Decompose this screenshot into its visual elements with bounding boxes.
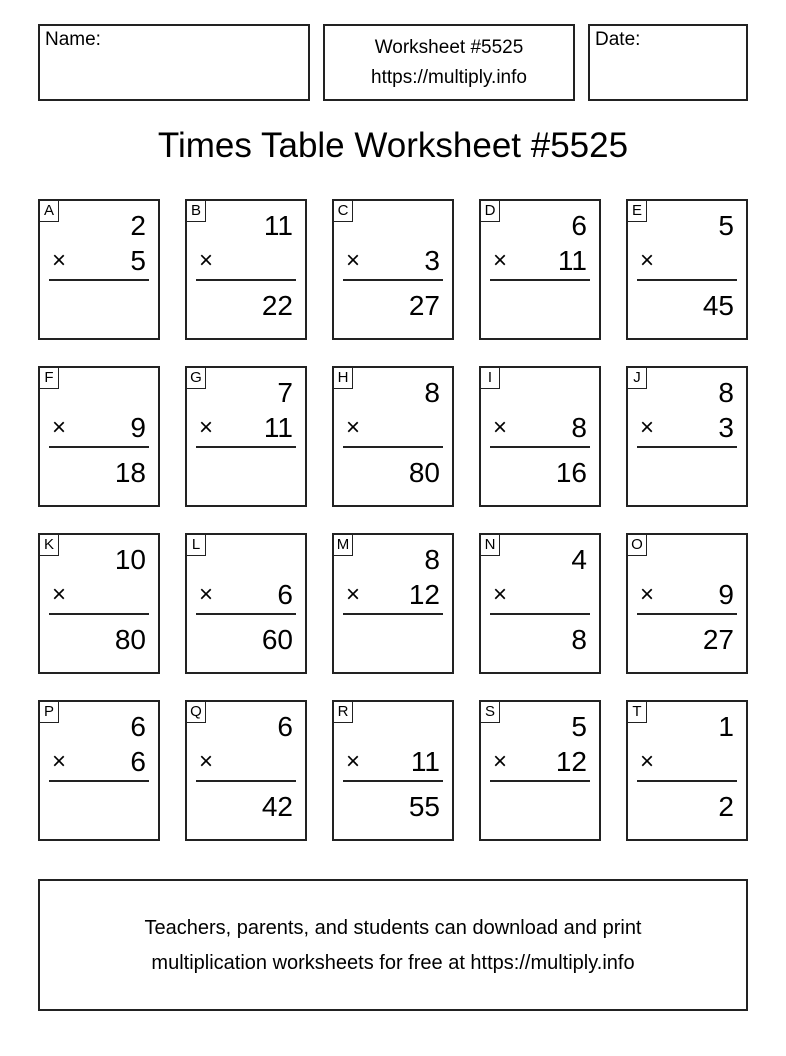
multiplicand: 6 bbox=[571, 210, 587, 241]
times-sign: × bbox=[52, 247, 67, 274]
problem-letter: K bbox=[40, 535, 59, 556]
multiplier: 9 bbox=[718, 579, 734, 610]
multiplicand: 8 bbox=[424, 544, 440, 575]
times-sign: × bbox=[640, 414, 655, 441]
problem-card bbox=[479, 366, 601, 507]
multiplicand: 10 bbox=[114, 544, 146, 575]
problem-letter: H bbox=[334, 368, 353, 389]
answer-line bbox=[343, 780, 443, 782]
multiplier: 8 bbox=[571, 412, 587, 443]
answer-line bbox=[196, 446, 296, 448]
product: 80 bbox=[114, 624, 146, 655]
problem-card bbox=[626, 199, 748, 340]
multiplicand: 8 bbox=[424, 377, 440, 408]
problem-letter: R bbox=[334, 702, 353, 723]
answer-line bbox=[637, 446, 737, 448]
footer-text-line-2: multiplication worksheets for free at https://multiply.info bbox=[151, 952, 635, 974]
problem-card bbox=[332, 700, 454, 841]
product: 42 bbox=[261, 791, 293, 822]
answer-line bbox=[196, 279, 296, 281]
times-sign: × bbox=[346, 414, 361, 441]
problem-letter: D bbox=[481, 201, 500, 222]
problem-card bbox=[38, 199, 160, 340]
product: 55 bbox=[408, 791, 440, 822]
problem-letter: P bbox=[40, 702, 59, 723]
times-sign: × bbox=[640, 247, 655, 274]
answer-line bbox=[49, 279, 149, 281]
answer-line bbox=[637, 613, 737, 615]
times-sign: × bbox=[199, 581, 214, 608]
problem-card bbox=[38, 366, 160, 507]
answer-line bbox=[637, 780, 737, 782]
multiplicand: 5 bbox=[718, 210, 734, 241]
multiplicand: 5 bbox=[571, 711, 587, 742]
answer-line bbox=[49, 446, 149, 448]
product: 8 bbox=[571, 624, 587, 655]
answer-line bbox=[490, 780, 590, 782]
times-sign: × bbox=[199, 414, 214, 441]
problem-letter: M bbox=[334, 535, 353, 556]
problem-letter: Q bbox=[187, 702, 206, 723]
product: 22 bbox=[261, 290, 293, 321]
answer-line bbox=[343, 446, 443, 448]
problem-letter: A bbox=[40, 201, 59, 222]
problem-letter: L bbox=[187, 535, 206, 556]
problem-card bbox=[479, 700, 601, 841]
multiplier: 12 bbox=[408, 579, 440, 610]
answer-line bbox=[637, 279, 737, 281]
multiplicand: 4 bbox=[571, 544, 587, 575]
name-label: Name: bbox=[45, 29, 101, 50]
product: 45 bbox=[702, 290, 734, 321]
answer-line bbox=[49, 613, 149, 615]
times-sign: × bbox=[640, 581, 655, 608]
problem-letter: T bbox=[628, 702, 647, 723]
worksheet-info-box bbox=[323, 24, 575, 101]
problem-card bbox=[626, 533, 748, 674]
problem-letter: B bbox=[187, 201, 206, 222]
product: 27 bbox=[408, 290, 440, 321]
times-sign: × bbox=[493, 247, 508, 274]
multiplier: 9 bbox=[130, 412, 146, 443]
product: 80 bbox=[408, 457, 440, 488]
problem-card bbox=[479, 533, 601, 674]
times-sign: × bbox=[52, 581, 67, 608]
times-sign: × bbox=[640, 748, 655, 775]
product: 16 bbox=[555, 457, 587, 488]
multiplier: 12 bbox=[555, 746, 587, 777]
multiplier: 11 bbox=[410, 746, 440, 777]
answer-line bbox=[490, 279, 590, 281]
problem-card bbox=[38, 700, 160, 841]
problem-card bbox=[185, 533, 307, 674]
answer-line bbox=[490, 613, 590, 615]
product: 60 bbox=[261, 624, 293, 655]
times-sign: × bbox=[199, 748, 214, 775]
problem-card bbox=[626, 700, 748, 841]
worksheet-url: https://multiply.info bbox=[371, 67, 527, 88]
name-field-box bbox=[38, 24, 310, 101]
multiplier: 6 bbox=[130, 746, 146, 777]
multiplier: 6 bbox=[277, 579, 293, 610]
times-sign: × bbox=[199, 247, 214, 274]
multiplicand: 8 bbox=[718, 377, 734, 408]
product: 27 bbox=[702, 624, 734, 655]
problem-letter: E bbox=[628, 201, 647, 222]
worksheet-number: Worksheet #5525 bbox=[374, 37, 524, 58]
problem-letter: O bbox=[628, 535, 647, 556]
times-sign: × bbox=[493, 748, 508, 775]
problem-card bbox=[185, 199, 307, 340]
problem-card bbox=[38, 533, 160, 674]
answer-line bbox=[196, 780, 296, 782]
problem-letter: G bbox=[187, 368, 206, 389]
times-sign: × bbox=[346, 748, 361, 775]
problem-letter: S bbox=[481, 702, 500, 723]
footer-box bbox=[38, 879, 748, 1011]
problem-letter: J bbox=[628, 368, 647, 389]
date-field-box bbox=[588, 24, 748, 101]
problem-card bbox=[332, 533, 454, 674]
problem-card bbox=[185, 700, 307, 841]
multiplier: 5 bbox=[130, 245, 146, 276]
problem-card bbox=[332, 199, 454, 340]
times-sign: × bbox=[52, 414, 67, 441]
times-sign: × bbox=[52, 748, 67, 775]
multiplier: 11 bbox=[263, 412, 293, 443]
multiplicand: 6 bbox=[130, 711, 146, 742]
answer-line bbox=[196, 613, 296, 615]
multiplicand: 1 bbox=[718, 711, 734, 742]
problem-card bbox=[479, 199, 601, 340]
times-sign: × bbox=[346, 247, 361, 274]
problem-letter: C bbox=[334, 201, 353, 222]
answer-line bbox=[343, 279, 443, 281]
multiplier: 11 bbox=[557, 245, 587, 276]
answer-line bbox=[49, 780, 149, 782]
date-label: Date: bbox=[595, 29, 641, 50]
times-sign: × bbox=[493, 581, 508, 608]
product: 2 bbox=[718, 791, 734, 822]
page-title: Times Table Worksheet #5525 bbox=[157, 126, 629, 165]
multiplier: 3 bbox=[424, 245, 440, 276]
problem-letter: I bbox=[481, 368, 500, 389]
problem-card bbox=[185, 366, 307, 507]
answer-line bbox=[343, 613, 443, 615]
problem-letter: N bbox=[481, 535, 500, 556]
times-sign: × bbox=[493, 414, 508, 441]
multiplicand: 2 bbox=[130, 210, 146, 241]
product: 18 bbox=[114, 457, 146, 488]
times-sign: × bbox=[346, 581, 361, 608]
problem-letter: F bbox=[40, 368, 59, 389]
multiplicand: 6 bbox=[277, 711, 293, 742]
multiplicand: 11 bbox=[263, 210, 293, 241]
problem-card bbox=[626, 366, 748, 507]
multiplicand: 7 bbox=[277, 377, 293, 408]
footer-text-line-1: Teachers, parents, and students can download and print bbox=[144, 917, 642, 939]
problem-card bbox=[332, 366, 454, 507]
multiplier: 3 bbox=[718, 412, 734, 443]
answer-line bbox=[490, 446, 590, 448]
